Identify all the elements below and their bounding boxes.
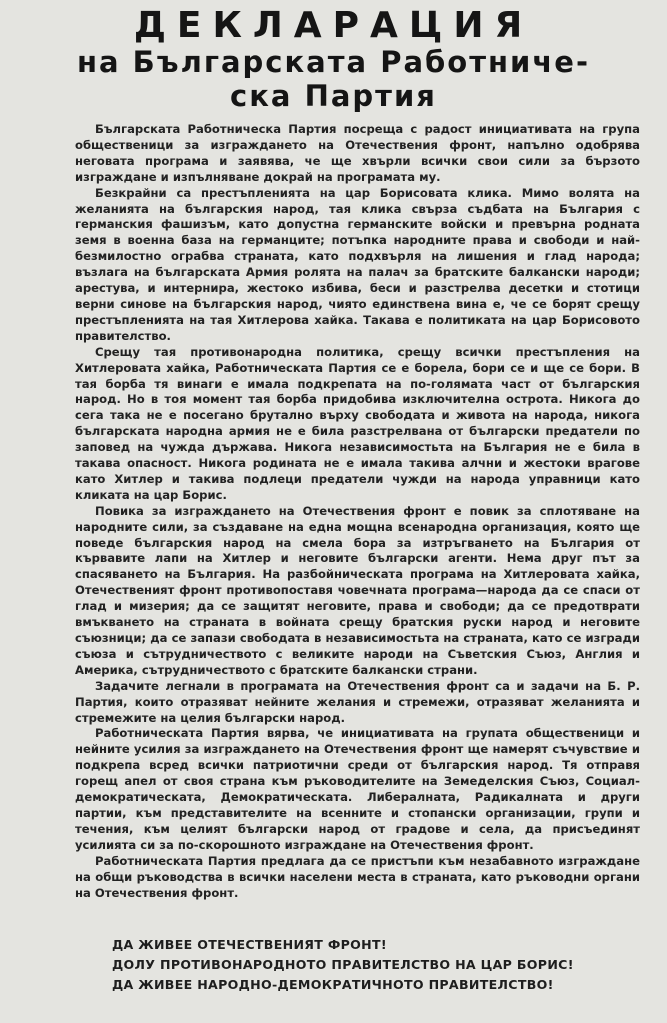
subtitle-line-1: на Българската Работниче- [76,45,590,79]
subtitle-line-2: ска Партия [230,79,437,113]
declaration-body [75,122,640,901]
paragraph: Задачите легнали в програмата на Отечествения фронт са и задачи на Б. Р. Партия, които отразяват нейните желания и стремежи, отразяват желанията и стремежите на целия български народ. [75,678,640,725]
paragraph: Работническата Партия вярва, че инициативата на групата общественици и нейните усилия за изграждането на Отечествения фронт ще намерят съчувствие и подкрепа всред всички патриотични среди от българския народ. Тя отправя горещ апел от своя страна към ръководителите на Земеделския Съюз, Социал-демократическата, Демократическата. Либералната, Радикалната и други партии, към представителите на всенните и стопански организации, групи и течения, към целият български народ от градове и села, да присъединят усилията си за по-скорошното изграждане на Отечествения фронт. [75,726,640,852]
paragraph: Българската Работническа Партия посреща с радост инициативата на група общественици за изграждането на Отечествения фронт, напълно одобрява неговата програма и заявява, че ще хвърли всички свои сили за бързото изграждане и изпълняване докрай на програмата му. [75,122,640,184]
slogan: ДОЛУ ПРОТИВОНАРОДНОТО ПРАВИТЕЛСТВО НА ЦАР БОРИС! [112,957,574,972]
paragraph: Работническата Партия предлага да се пристъпи към незабавното изграждане на общи ръководства в всички населени места в страната, като ръководни органи на Отечествения фронт. [75,853,640,900]
paragraph: Срещу тая противонародна политика, срещу всички престъпления на Хитлеровата хайка, Работническата Партия се е борела, бори се и ще се бори. В тая борба тя винаги е имала подкрепата на по-голямата част от българския народ. Но в тоя момент тая борба придобива изключителна острота. Никога до сега така не е посегано бруталнo върху свободата и живота на народа, никога българската народна армия не е била разстрелвана от български предатели по заповед на чужда държава. Никога независимостьта на България не е била в такава опасност. Никога родината не е имала такива алчни и жестоки врагове като Хитлер и такива подлеци предатели чужди на народа управници като кликата на цар Борис. [75,344,640,502]
page-title: ДЕКЛАРАЦИЯ [133,5,534,46]
slogan: ДА ЖИВЕЕ ОТЕЧЕСТВЕНИЯТ ФРОНТ! [112,937,387,952]
paragraph: Безкрайни са престъпленията на цар Борисовата клика. Мимо волята на желанията на българския народ, тая клика свърза съдбата на България с германския фашизъм, като допустна германските войски и превърна родната земя в военна база на германците; потъпка народните права и свободи и най-безмилостно ограбва страната, като подхвърля на лишения и глад народа; възлага на българската Армия ролята на палач за братските балкански народи; арестува, и интернира, жестоко избива, беси и разстрелва десетки и стотици верни синове на българския народ, чиято единствена вина е, че се борят срещу престъпленията на тая Хитлерова хайка. Такава е политиката на цар Борисовото правителство. [75,185,640,343]
slogan: ДА ЖИВЕЕ НАРОДНО-ДЕМОКРАТИЧНОТО ПРАВИТЕЛСТВО! [112,977,554,992]
slogans [112,935,652,995]
paragraph: Повика за изграждането на Отечествения фронт е повик за сплотяване на народните сили, за създаване на една мощна всенародна организация, която ще поведе българския народ на смела бора за изтръгването на България от кървавите лапи на Хитлер и неговите български агенти. Нема друг път за спасяването на България. На разбойническата програма на Хитлеровата хайка, Отечественият фронт противопоставя човечната програма—народа да се спаси от глад и мизерия; да се защитят неговите, права и свободи; да се предотврати вмъкването на страната в войната срещу братския руски народ и неговите съюзници; да се запази свободата в независимостьта на страната, като се изгради съюза и сътрудничеството с великите народи на Съветския Съюз, Англия и Америка, сътрудничеството с братските балкански страни. [75,503,640,677]
